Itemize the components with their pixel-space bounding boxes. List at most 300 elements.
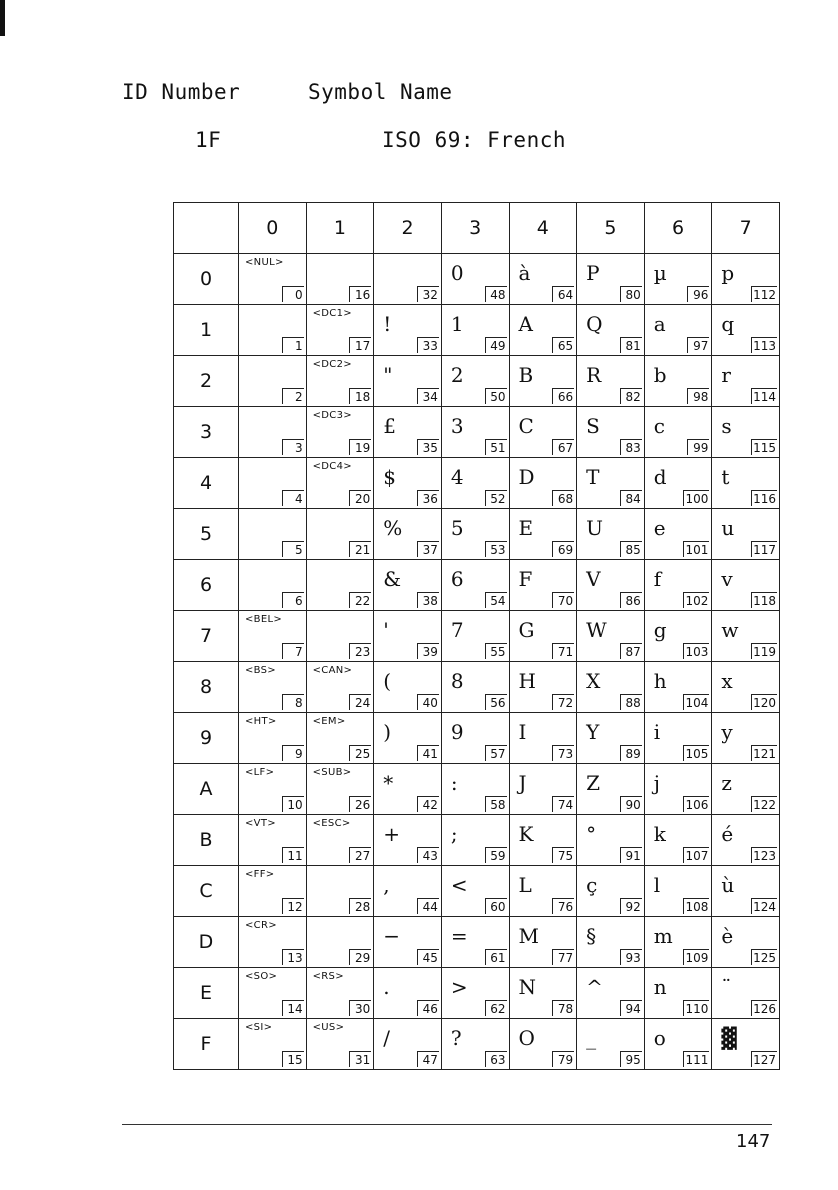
decimal-code-box: 83 <box>620 439 642 455</box>
decimal-code-box: 30 <box>349 1000 371 1016</box>
character-cell <box>306 764 374 815</box>
row-header: F <box>174 1019 239 1070</box>
column-header-row <box>174 203 780 254</box>
character-glyph: 1 <box>450 312 464 336</box>
character-glyph: & <box>383 567 402 591</box>
character-cell <box>644 968 712 1019</box>
decimal-code-box: 118 <box>753 594 776 608</box>
character-cell <box>306 560 374 611</box>
decimal-code-box: 25 <box>349 745 371 761</box>
character-cell <box>577 509 645 560</box>
character-cell <box>509 407 577 458</box>
character-glyph: ' <box>383 618 389 642</box>
decimal-code-box: 44 <box>417 898 439 914</box>
character-cell <box>644 917 712 968</box>
character-glyph: Y <box>586 720 600 744</box>
table-row <box>174 764 780 815</box>
decimal-code-box: 91 <box>620 847 642 863</box>
decimal-code-box: 37 <box>417 541 439 557</box>
character-cell <box>441 254 509 305</box>
character-cell <box>644 764 712 815</box>
decimal-code-box: 38 <box>417 592 439 608</box>
decimal-code-box: 0 <box>282 286 304 302</box>
decimal-code-box: 119 <box>753 645 776 659</box>
character-glyph: U <box>586 516 603 540</box>
id-number-value: 1F <box>195 128 222 152</box>
character-cell <box>509 713 577 764</box>
decimal-code-box: 39 <box>417 643 439 659</box>
decimal-code-box: 112 <box>753 288 776 302</box>
character-glyph: : <box>450 771 458 795</box>
character-cell <box>644 509 712 560</box>
row-header: A <box>174 764 239 815</box>
decimal-code-box: 58 <box>485 796 507 812</box>
control-code-label: <SI> <box>245 1022 273 1033</box>
decimal-code-box: 92 <box>620 898 642 914</box>
decimal-code-box: 54 <box>485 592 507 608</box>
decimal-code-box: 59 <box>485 847 507 863</box>
row-header: 3 <box>174 407 239 458</box>
symbol-name-label: Symbol Name <box>308 80 453 104</box>
character-cell <box>577 305 645 356</box>
character-cell <box>306 305 374 356</box>
control-code-label: <US> <box>312 1022 345 1033</box>
character-glyph: Q <box>586 312 603 336</box>
character-cell <box>239 305 307 356</box>
character-cell <box>577 1019 645 1070</box>
table-row <box>174 305 780 356</box>
decimal-code-box: 113 <box>753 339 776 353</box>
character-glyph: l <box>653 873 661 897</box>
character-cell <box>239 917 307 968</box>
table-row <box>174 968 780 1019</box>
id-number-label: ID Number <box>122 80 241 104</box>
decimal-code-box: 117 <box>753 543 776 557</box>
character-cell <box>239 509 307 560</box>
row-header: 0 <box>174 254 239 305</box>
decimal-code-box: 42 <box>417 796 439 812</box>
character-glyph: , <box>383 873 390 897</box>
character-cell <box>577 407 645 458</box>
decimal-code-box: 62 <box>485 1000 507 1016</box>
decimal-code-box: 98 <box>687 388 709 404</box>
character-glyph: ç <box>586 873 598 897</box>
row-header: 2 <box>174 356 239 407</box>
character-glyph: µ <box>653 261 667 285</box>
character-cell <box>509 560 577 611</box>
decimal-code-box: 73 <box>552 745 574 761</box>
character-cell <box>306 866 374 917</box>
character-glyph: + <box>383 822 401 846</box>
control-code-label: <CAN> <box>312 665 353 676</box>
row-header: 4 <box>174 458 239 509</box>
decimal-code-box: 35 <box>417 439 439 455</box>
decimal-code-box: 64 <box>552 286 574 302</box>
character-cell <box>441 611 509 662</box>
row-header: D <box>174 917 239 968</box>
character-cell <box>577 917 645 968</box>
character-glyph: é <box>721 822 734 846</box>
control-code-label: <NUL> <box>245 257 284 268</box>
decimal-code-box: 79 <box>552 1051 574 1067</box>
character-cell <box>374 866 442 917</box>
decimal-code-box: 27 <box>349 847 371 863</box>
character-glyph: f <box>653 567 662 591</box>
character-cell <box>441 968 509 1019</box>
decimal-code-box: 11 <box>282 847 304 863</box>
character-cell <box>644 662 712 713</box>
character-cell <box>374 713 442 764</box>
character-glyph: 5 <box>450 516 464 540</box>
control-code-label: <BEL> <box>245 614 283 625</box>
decimal-code-box: 80 <box>620 286 642 302</box>
decimal-code-box: 60 <box>485 898 507 914</box>
row-header: 9 <box>174 713 239 764</box>
character-glyph: £ <box>383 414 396 438</box>
decimal-code-box: 18 <box>349 388 371 404</box>
decimal-code-box: 99 <box>687 439 709 455</box>
character-glyph: X <box>586 669 601 693</box>
character-glyph: ? <box>450 1026 462 1050</box>
character-cell <box>374 254 442 305</box>
character-glyph: 4 <box>450 465 464 489</box>
table-row <box>174 815 780 866</box>
character-cell <box>306 713 374 764</box>
decimal-code-box: 55 <box>485 643 507 659</box>
decimal-code-box: 49 <box>485 337 507 353</box>
character-glyph: * <box>383 771 394 795</box>
character-cell <box>644 611 712 662</box>
character-cell <box>577 611 645 662</box>
character-cell <box>712 968 780 1019</box>
character-glyph: i <box>653 720 661 744</box>
decimal-code-box: 75 <box>552 847 574 863</box>
character-cell <box>577 356 645 407</box>
character-cell <box>712 917 780 968</box>
character-glyph: = <box>450 924 468 948</box>
decimal-code-box: 127 <box>753 1053 776 1067</box>
character-cell <box>509 611 577 662</box>
character-glyph: 9 <box>450 720 464 744</box>
character-glyph: § <box>586 924 597 948</box>
row-header: 6 <box>174 560 239 611</box>
decimal-code-box: 96 <box>687 286 709 302</box>
character-cell <box>712 356 780 407</box>
control-code-label: <DC1> <box>312 308 352 319</box>
control-code-label: <FF> <box>245 869 275 880</box>
character-glyph: ^ <box>586 975 603 999</box>
decimal-code-box: 97 <box>687 337 709 353</box>
character-cell <box>374 662 442 713</box>
table-row <box>174 662 780 713</box>
character-cell <box>577 968 645 1019</box>
table-row <box>174 611 780 662</box>
character-cell <box>306 968 374 1019</box>
character-cell <box>509 764 577 815</box>
column-header: 3 <box>441 203 509 254</box>
decimal-code-box: 43 <box>417 847 439 863</box>
decimal-code-box: 19 <box>349 439 371 455</box>
decimal-code-box: 23 <box>349 643 371 659</box>
character-cell <box>374 815 442 866</box>
decimal-code-box: 82 <box>620 388 642 404</box>
decimal-code-box: 123 <box>753 849 776 863</box>
decimal-code-box: 36 <box>417 490 439 506</box>
character-cell <box>239 254 307 305</box>
character-cell <box>509 662 577 713</box>
character-cell <box>712 509 780 560</box>
decimal-code-box: 33 <box>417 337 439 353</box>
character-glyph: Z <box>586 771 601 795</box>
decimal-code-box: 48 <box>485 286 507 302</box>
character-glyph: 2 <box>450 363 464 387</box>
character-cell <box>712 407 780 458</box>
character-cell <box>441 764 509 815</box>
column-header: 6 <box>644 203 712 254</box>
character-glyph: w <box>721 618 739 642</box>
character-cell <box>509 1019 577 1070</box>
table-row <box>174 254 780 305</box>
character-cell <box>577 713 645 764</box>
character-glyph: − <box>383 924 401 948</box>
decimal-code-box: 47 <box>417 1051 439 1067</box>
decimal-code-box: 71 <box>552 643 574 659</box>
character-cell <box>374 356 442 407</box>
decimal-code-box: 66 <box>552 388 574 404</box>
decimal-code-box: 110 <box>685 1002 709 1016</box>
character-cell <box>712 764 780 815</box>
column-header: 7 <box>712 203 780 254</box>
decimal-code-box: 115 <box>753 441 776 455</box>
character-glyph: m <box>653 924 673 948</box>
decimal-code-box: 56 <box>485 694 507 710</box>
character-glyph: V <box>586 567 601 591</box>
character-cell <box>239 356 307 407</box>
character-cell <box>509 968 577 1019</box>
decimal-code-box: 9 <box>282 745 304 761</box>
character-cell <box>644 305 712 356</box>
control-code-label: <BS> <box>245 665 276 676</box>
character-glyph: I <box>518 720 527 744</box>
decimal-code-box: 101 <box>685 543 709 557</box>
character-glyph: $ <box>383 465 396 489</box>
row-header: 7 <box>174 611 239 662</box>
character-cell <box>577 764 645 815</box>
character-cell <box>239 611 307 662</box>
decimal-code-box: 12 <box>282 898 304 914</box>
decimal-code-box: 78 <box>552 1000 574 1016</box>
table-row <box>174 407 780 458</box>
decimal-code-box: 51 <box>485 439 507 455</box>
column-header: 1 <box>306 203 374 254</box>
character-glyph: k <box>653 822 666 846</box>
character-cell <box>712 1019 780 1070</box>
character-cell <box>374 917 442 968</box>
character-cell <box>644 356 712 407</box>
decimal-code-box: 22 <box>349 592 371 608</box>
decimal-code-box: 8 <box>282 694 304 710</box>
column-header: 5 <box>577 203 645 254</box>
decimal-code-box: 61 <box>485 949 507 965</box>
character-cell <box>306 509 374 560</box>
table-row <box>174 356 780 407</box>
character-glyph: ; <box>450 822 458 846</box>
character-cell <box>239 560 307 611</box>
character-glyph: x <box>721 669 733 693</box>
decimal-code-box: 10 <box>282 796 304 812</box>
character-cell <box>577 254 645 305</box>
decimal-code-box: 120 <box>753 696 776 710</box>
decimal-code-box: 88 <box>620 694 642 710</box>
character-cell <box>441 917 509 968</box>
character-glyph: _ <box>586 1026 597 1050</box>
character-cell <box>239 662 307 713</box>
decimal-code-box: 5 <box>282 541 304 557</box>
character-cell <box>374 458 442 509</box>
character-cell <box>577 560 645 611</box>
decimal-code-box: 63 <box>485 1051 507 1067</box>
character-glyph: . <box>383 975 390 999</box>
row-header: B <box>174 815 239 866</box>
character-glyph: y <box>721 720 733 744</box>
decimal-code-box: 100 <box>685 492 709 506</box>
row-header: 1 <box>174 305 239 356</box>
decimal-code-box: 116 <box>753 492 776 506</box>
character-glyph: ° <box>586 822 597 846</box>
decimal-code-box: 109 <box>685 951 709 965</box>
row-header: 8 <box>174 662 239 713</box>
character-glyph: 7 <box>450 618 464 642</box>
character-cell <box>712 305 780 356</box>
control-code-label: <EM> <box>312 716 346 727</box>
decimal-code-box: 122 <box>753 798 776 812</box>
character-cell <box>509 866 577 917</box>
control-code-label: <ESC> <box>312 818 351 829</box>
character-cell <box>644 407 712 458</box>
character-glyph: % <box>383 516 403 540</box>
control-code-label: <DC4> <box>312 461 352 472</box>
character-cell <box>374 764 442 815</box>
corner-cell <box>174 203 239 254</box>
character-glyph: q <box>721 312 735 336</box>
character-cell <box>441 866 509 917</box>
decimal-code-box: 57 <box>485 745 507 761</box>
decimal-code-box: 41 <box>417 745 439 761</box>
character-glyph: K <box>518 822 534 846</box>
decimal-code-box: 84 <box>620 490 642 506</box>
decimal-code-box: 72 <box>552 694 574 710</box>
character-cell <box>509 815 577 866</box>
character-glyph: L <box>518 873 532 897</box>
character-cell <box>374 560 442 611</box>
symbol-name-value: ISO 69: French <box>382 128 567 152</box>
character-cell <box>644 560 712 611</box>
character-glyph: C <box>518 414 534 438</box>
character-cell <box>306 356 374 407</box>
character-glyph: ( <box>383 669 392 693</box>
character-cell <box>239 458 307 509</box>
control-code-label: <CR> <box>245 920 277 931</box>
character-cell <box>712 662 780 713</box>
character-glyph: z <box>721 771 732 795</box>
character-glyph: G <box>518 618 535 642</box>
character-cell <box>577 662 645 713</box>
decimal-code-box: 107 <box>685 849 709 863</box>
decimal-code-box: 16 <box>349 286 371 302</box>
decimal-code-box: 111 <box>685 1053 709 1067</box>
decimal-code-box: 45 <box>417 949 439 965</box>
character-glyph: j <box>653 771 660 795</box>
decimal-code-box: 105 <box>685 747 709 761</box>
decimal-code-box: 69 <box>552 541 574 557</box>
footer-rule <box>122 1124 772 1125</box>
decimal-code-box: 53 <box>485 541 507 557</box>
decimal-code-box: 13 <box>282 949 304 965</box>
character-glyph: c <box>653 414 665 438</box>
decimal-code-box: 121 <box>753 747 776 761</box>
character-cell <box>644 866 712 917</box>
character-cell <box>712 254 780 305</box>
character-glyph: b <box>653 363 667 387</box>
character-cell <box>239 815 307 866</box>
decimal-code-box: 2 <box>282 388 304 404</box>
row-header: E <box>174 968 239 1019</box>
decimal-code-box: 14 <box>282 1000 304 1016</box>
decimal-code-box: 126 <box>753 1002 776 1016</box>
decimal-code-box: 29 <box>349 949 371 965</box>
character-cell <box>239 968 307 1019</box>
character-glyph: T <box>586 465 600 489</box>
character-cell <box>712 866 780 917</box>
decimal-code-box: 108 <box>685 900 709 914</box>
character-cell <box>644 713 712 764</box>
character-cell <box>239 866 307 917</box>
decimal-code-box: 21 <box>349 541 371 557</box>
table-row <box>174 917 780 968</box>
table-row <box>174 713 780 764</box>
character-glyph: E <box>518 516 534 540</box>
column-header: 4 <box>509 203 577 254</box>
character-glyph: B <box>518 363 534 387</box>
character-glyph: W <box>586 618 607 642</box>
character-cell <box>509 305 577 356</box>
decimal-code-box: 15 <box>282 1051 304 1067</box>
character-glyph: ! <box>383 312 392 336</box>
character-cell <box>239 1019 307 1070</box>
decimal-code-box: 32 <box>417 286 439 302</box>
character-cell <box>239 764 307 815</box>
table-row <box>174 560 780 611</box>
control-code-label: <DC2> <box>312 359 352 370</box>
decimal-code-box: 26 <box>349 796 371 812</box>
character-glyph: A <box>518 312 533 336</box>
character-cell <box>374 1019 442 1070</box>
character-cell <box>644 254 712 305</box>
decimal-code-box: 24 <box>349 694 371 710</box>
decimal-code-box: 20 <box>349 490 371 506</box>
decimal-code-box: 89 <box>620 745 642 761</box>
decimal-code-box: 6 <box>282 592 304 608</box>
character-glyph: O <box>518 1026 535 1050</box>
control-code-label: <SUB> <box>312 767 352 778</box>
character-glyph: n <box>653 975 667 999</box>
character-cell <box>712 713 780 764</box>
character-cell <box>306 662 374 713</box>
decimal-code-box: 3 <box>282 439 304 455</box>
character-glyph: 0 <box>450 261 464 285</box>
character-cell <box>441 1019 509 1070</box>
decimal-code-box: 4 <box>282 490 304 506</box>
